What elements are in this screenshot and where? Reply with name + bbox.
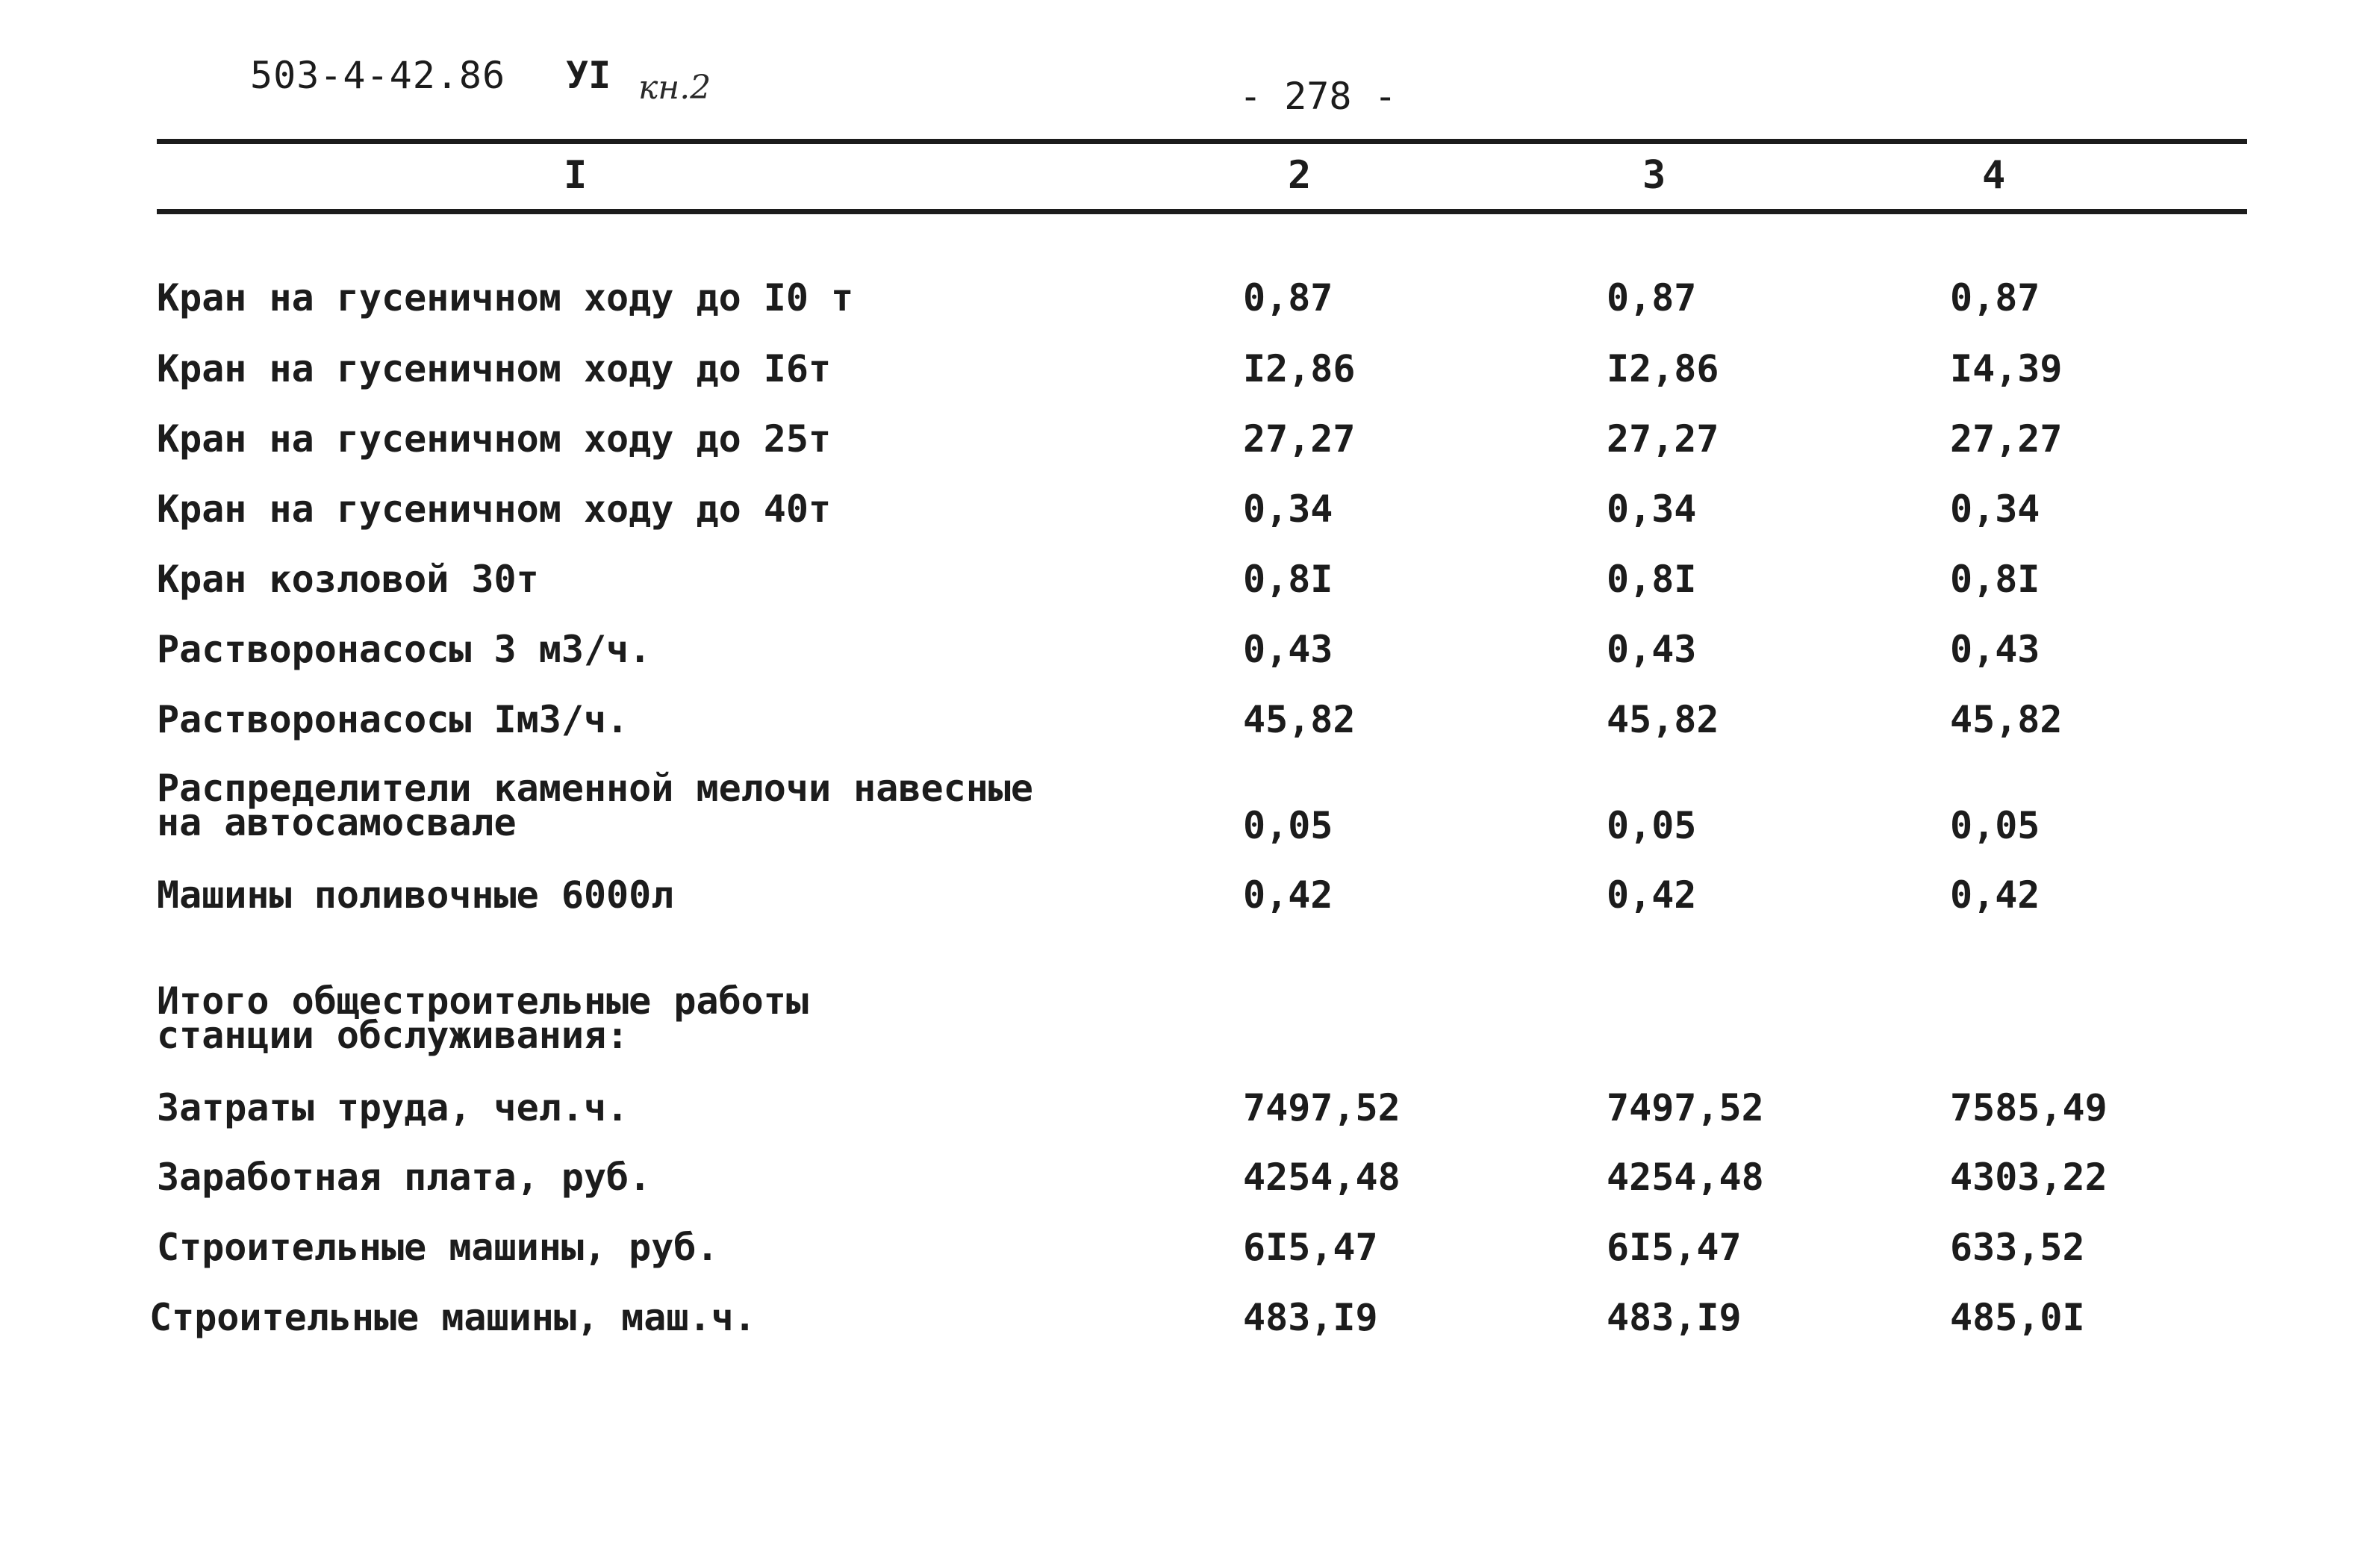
summary-title: Итого общестроительные работы станции обслуживания: [157, 979, 809, 1057]
summary-value-col4: 633,52 [1950, 1226, 2085, 1269]
row-value-col2: 0,42 [1243, 873, 1333, 917]
table-row [0, 698, 2380, 743]
summary-row [0, 1296, 2380, 1341]
row-value-col2: I2,86 [1243, 347, 1356, 390]
table-row [0, 347, 2380, 392]
table-top-rule [157, 139, 2247, 144]
row-value-col2: 0,43 [1243, 628, 1333, 671]
summary-row [0, 1086, 2380, 1131]
row-label: Кран козловой 30т [157, 558, 539, 601]
table-row [0, 558, 2380, 602]
table-row [0, 873, 2380, 918]
row-value-col4: I4,39 [1950, 347, 2063, 390]
document-code: 503-4-42.86 [250, 54, 506, 97]
row-label: Растворонасосы 3 м3/ч. [157, 628, 652, 671]
row-value-col3: 0,43 [1607, 628, 1697, 671]
summary-value-col4: 7585,49 [1950, 1086, 2108, 1129]
row-label: Распределители каменной мелочи навесные на автосамосвале [157, 767, 1033, 844]
summary-value-col2: 483,I9 [1243, 1296, 1378, 1339]
row-value-col2: 45,82 [1243, 698, 1356, 741]
row-value-col2: 27,27 [1243, 417, 1356, 461]
row-value-col4: 0,05 [1950, 804, 2040, 847]
row-value-col4: 0,8I [1950, 558, 2040, 601]
row-value-col3: 0,05 [1607, 804, 1697, 847]
table-header-rule [157, 209, 2247, 214]
row-value-col3: 27,27 [1607, 417, 1719, 461]
page-number: - 278 - [1239, 75, 1397, 118]
table-row [0, 417, 2380, 462]
row-label: Кран на гусеничном ходу до I6т [157, 347, 832, 390]
summary-value-col2: 7497,52 [1243, 1086, 1401, 1129]
column-header-4: 4 [1982, 153, 2006, 198]
summary-label: Строительные машины, маш.ч. [149, 1296, 756, 1339]
row-value-col2: 0,8I [1243, 558, 1333, 601]
row-label: Кран на гусеничном ходу до I0 т [157, 276, 854, 319]
summary-row [0, 1226, 2380, 1271]
summary-value-col3: 483,I9 [1607, 1296, 1742, 1339]
summary-label: Заработная плата, руб. [157, 1156, 652, 1199]
table-row [0, 767, 2380, 853]
row-label: Машины поливочные 6000л [157, 873, 674, 917]
table-row [0, 487, 2380, 532]
summary-value-col2: 4254,48 [1243, 1156, 1401, 1199]
row-value-col3: 0,34 [1607, 487, 1697, 531]
row-value-col3: 0,87 [1607, 276, 1697, 319]
row-value-col3: 45,82 [1607, 698, 1719, 741]
summary-value-col4: 4303,22 [1950, 1156, 2108, 1199]
summary-value-col4: 485,0I [1950, 1296, 2085, 1339]
row-value-col3: 0,8I [1607, 558, 1697, 601]
summary-value-col3: 7497,52 [1607, 1086, 1764, 1129]
row-value-col4: 27,27 [1950, 417, 2063, 461]
table-row [0, 628, 2380, 673]
column-header-3: 3 [1642, 153, 1666, 198]
row-value-col3: 0,42 [1607, 873, 1697, 917]
summary-row [0, 1156, 2380, 1200]
row-value-col4: 45,82 [1950, 698, 2063, 741]
row-value-col4: 0,34 [1950, 487, 2040, 531]
column-header-2: 2 [1288, 153, 1312, 198]
summary-value-col3: 4254,48 [1607, 1156, 1764, 1199]
summary-label: Строительные машины, руб. [157, 1226, 719, 1269]
row-value-col4: 0,42 [1950, 873, 2040, 917]
summary-value-col3: 6I5,47 [1607, 1226, 1742, 1269]
row-value-col3: I2,86 [1607, 347, 1719, 390]
summary-label: Затраты труда, чел.ч. [157, 1086, 629, 1129]
row-value-col2: 0,34 [1243, 487, 1333, 531]
row-value-col2: 0,87 [1243, 276, 1333, 319]
row-value-col4: 0,87 [1950, 276, 2040, 319]
table-row [0, 276, 2380, 321]
summary-value-col2: 6I5,47 [1243, 1226, 1378, 1269]
column-header-1: I [564, 153, 588, 198]
row-label: Растворонасосы Iм3/ч. [157, 698, 629, 741]
handwritten-book-note: кн.2 [638, 69, 711, 107]
row-label: Кран на гусеничном ходу до 25т [157, 417, 832, 461]
document-part: УI [566, 54, 611, 97]
row-value-col4: 0,43 [1950, 628, 2040, 671]
row-label: Кран на гусеничном ходу до 40т [157, 487, 832, 531]
row-value-col2: 0,05 [1243, 804, 1333, 847]
